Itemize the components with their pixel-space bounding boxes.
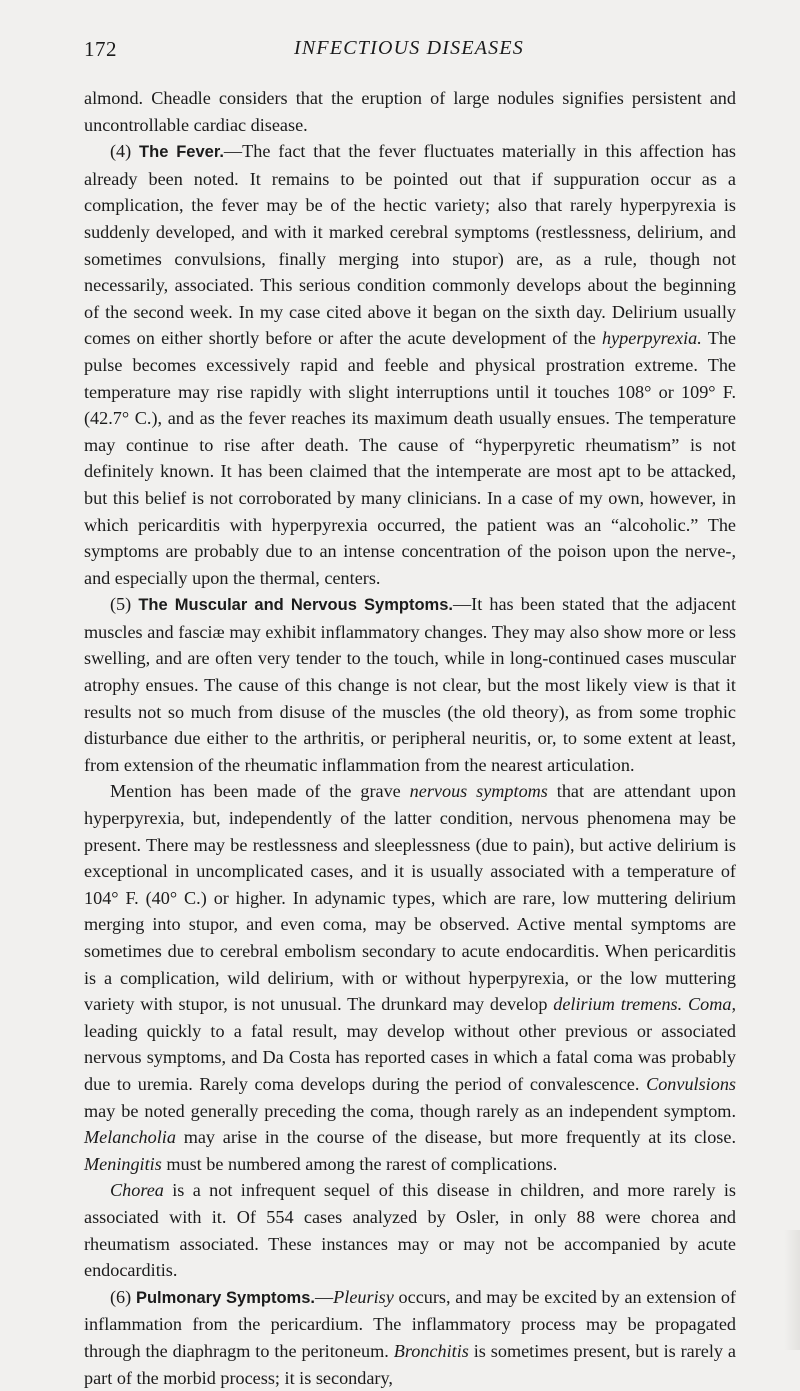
text-run: occurs, and may be excited by an extension of inflammation from the pericardium. The inflammatory process may be propagated through the diaphragm to the peritoneum.	[84, 1286, 736, 1361]
italic-term: Chorea	[110, 1180, 164, 1201]
italic-term: Melancholia	[84, 1127, 176, 1148]
italic-term: hyperpyrexia.	[602, 328, 702, 349]
text-run: almond. Cheadle considers that the eruption of large nodules signifies persistent and uncontrollable cardiac disease.	[84, 88, 736, 135]
text-run: —The fact that the fever fluctuates materially in this affection has already been noted. It remains to be pointed out that if suppuration occur as a complication, the fever may be of the hectic variety; also that rarely hyperpyrexia is suddenly developed, and with it marked cerebral symptoms (restlessness, delirium, and sometimes convulsions, finally merging into stupor) are, as a rule, though not necessarily, associated. This serious condition commonly develops about the beginning of the second week. In my case cited above it began on the sixth day. Delirium usually comes on either shortly before or after the acute development of the	[84, 141, 736, 349]
page-edge-shadow	[784, 1230, 800, 1350]
section-heading: The Fever.	[139, 143, 224, 162]
text-run: is a not infrequent sequel of this disease in children, and more rarely is associated with it. Of 554 cases analyzed by Osler, in only 88 were chorea and rheumatism associated. These instances may or may not be accompanied by acute endocarditis.	[84, 1180, 736, 1281]
italic-term: nervous symptoms	[409, 781, 548, 802]
text-run: —It has been stated that the adjacent muscles and fasciæ may exhibit inflammatory changes. They may also show more or less swelling, and are often very tender to the touch, while in long-continued cases muscular atrophy ensues. The cause of this change is not clear, but the most likely view is that it results not so much from disuse of the muscles (the old theory), as from some trophic disturbance due either to the arthritis, or peripheral neuritis, or, to some extent at least, from extension of the rheumatic inflammation from the nearest articulation.	[84, 594, 737, 775]
body-text	[84, 85, 736, 1391]
text-run: (4)	[110, 141, 140, 162]
italic-term: Meningitis	[84, 1153, 162, 1174]
italic-term: Bronchitis	[393, 1340, 469, 1361]
text-run: that are attendant upon hyperpyrexia, but, independently of the latter condition, nervous phenomena may be present. There may be restlessness and sleeplessness (due to pain), but active delirium is exceptional in uncomplicated cases, and it is usually associated with a temperature of 104° F. (40° C.) or higher. In adynamic types, which are rare, low muttering delirium merging into stupor, and even coma, may be observed. Active mental symptoms are sometimes due to cerebral embolism secondary to acute endocarditis. When pericarditis is a complication, wild delirium, with or without hyperpyrexia, or the low muttering variety with stupor, is not unusual. The drunkard may develop	[84, 781, 736, 1015]
text-run: The pulse becomes excessively rapid and feeble and physical prostration extreme. The temperature may rise rapidly with slight interruptions until it touches 108° or 109° F. (42.7° C.), and as the fever reaches its maximum death usually ensues. The temperature may continue to rise after death. The cause of “hyperpyretic rheumatism” is not definitely known. It has been claimed that the intemperate are most apt to be attacked, but this belief is not corroborated by many clinicians. In a case of my own, however, in which pericarditis with hyperpyrexia occurred, the patient was an “alcoholic.” The symptoms are probably due to an intense concentration of the poison upon the nerve-, and especially upon the thermal, centers.	[84, 328, 736, 588]
paragraph	[84, 138, 736, 591]
section-heading: The Muscular and Nervous Symptoms.	[138, 596, 453, 615]
text-run: must be numbered among the rarest of complications.	[161, 1153, 558, 1174]
italic-term: Coma,	[688, 994, 736, 1015]
page-header	[84, 37, 734, 67]
text-run: may be noted generally preceding the coma, though rarely as an independent symptom.	[84, 1100, 736, 1121]
text-run: is sometimes present, but is rarely a part of the morbid process; it is secondary,	[84, 1340, 736, 1388]
paragraph	[84, 1177, 736, 1283]
text-run: (5)	[110, 594, 139, 615]
italic-term: Convulsions	[646, 1073, 736, 1094]
text-run: leading quickly to a fatal result, may develop without other previous or associated nervous symptoms, and Da Costa has reported cases in which a fatal coma was probably due to uremia. Rarely coma develops during the period of convalescence.	[84, 1020, 736, 1094]
section-heading: Pulmonary Symptoms.	[135, 1288, 315, 1307]
page-number: 172	[84, 37, 117, 61]
italic-term: Pleurisy	[333, 1286, 394, 1307]
italic-term: delirium tremens.	[553, 994, 683, 1015]
paragraph	[84, 1284, 736, 1391]
paragraph	[84, 85, 736, 138]
paragraph	[84, 591, 736, 778]
paragraph	[84, 778, 736, 1177]
running-head: INFECTIOUS DISEASES	[294, 37, 524, 59]
text-run: (6)	[110, 1286, 136, 1307]
text-run: —	[314, 1286, 334, 1307]
text-run: may arise in the course of the disease, but more frequently at its close.	[175, 1127, 736, 1148]
text-run: Mention has been made of the grave	[110, 781, 410, 802]
